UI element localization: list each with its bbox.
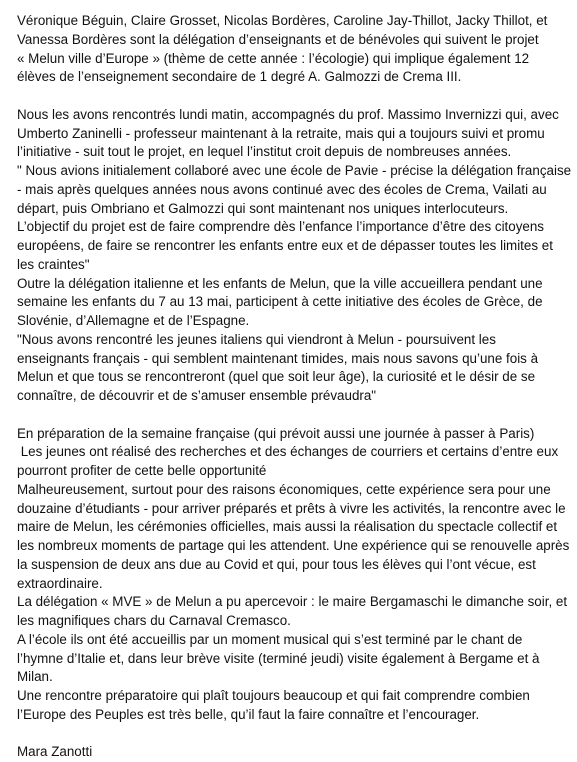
paragraph-meeting: [17, 106, 573, 406]
text-line: l’Europe des Peuples est très belle, qu’il faut la faire connaître et l’encourager.: [17, 706, 480, 722]
text-line: départ, puis Ombriano et Galmozzi qui sont maintenant nos uniques interlocuteurs.: [17, 200, 509, 216]
paragraph-preparation: [17, 425, 573, 725]
text-line: - mais après quelques années nous avons continué avec des écoles de Crema, Vailati au: [17, 181, 547, 197]
text-line: les craintes": [17, 256, 90, 272]
text-line: Malheureusement, surtout pour des raisons économiques, cette expérience sera pour une: [17, 481, 551, 497]
text-line: A l’école ils ont été accueillis par un moment musical qui s’est terminé par le chant de: [17, 631, 523, 647]
paragraph-gap: [17, 725, 573, 744]
text-line: Milan.: [17, 669, 53, 685]
text-line: Les jeunes ont réalisé des recherches et des échanges de courriers et certains d’entre eux: [17, 444, 559, 460]
text-line: douzaine d’étudiants - pour arriver préparés et prêts à vivre les activités, la rencontre avec le: [17, 500, 566, 516]
text-line: L’objectif du projet est de faire comprendre dès l’enfance l’importance d’être des citoyens: [17, 219, 544, 235]
text-line: " Nous avions initialement collaboré avec une école de Pavie - précise la délégation française: [17, 163, 572, 178]
text-line: européens, de faire se rencontrer les enfants entre eux et de dépasser toutes les limites et: [17, 238, 553, 253]
text-line: l’hymne d’Italie et, dans leur brève visite (terminé jeudi) visite également à Bergame et à: [17, 650, 540, 666]
text-line: Melun et que tous se rencontreront (quel que soit leur âge), la curiosité et le désir de se: [17, 369, 536, 385]
text-line: En préparation de la semaine française (qui prévoit aussi une journée à passer à Paris): [17, 425, 535, 441]
text-line: "Nous avons rencontré les jeunes italiens qui viendront à Melun - poursuivent les: [17, 331, 496, 347]
text-line: Véronique Béguin, Claire Grosset, Nicolas Bordères, Caroline Jay-Thillot, Jacky Thillot, et: [17, 13, 548, 28]
text-line: maire de Melun, les cérémonies officielles, mais aussi la réalisation du spectacle collectif et: [17, 519, 558, 535]
text-line: semaine les enfants du 7 au 13 mai, participent à cette initiative des écoles de Grèce, de: [17, 294, 543, 310]
text-line: connaître, de découvrir et de s’amuser ensemble prévaudra": [17, 388, 377, 403]
text-line: Outre la délégation italienne et les enfants de Melun, que la ville accueillera pendant une: [17, 275, 543, 291]
author-signature: [17, 743, 573, 762]
text-line: les magnifiques chars du Carnaval Cremasco.: [17, 613, 291, 628]
text-line: Nous les avons rencontrés lundi matin, accompagnés du prof. Massimo Invernizzi qui, avec: [17, 106, 559, 122]
text-line: La délégation « MVE » de Melun a pu apercevoir : le maire Bergamaschi le dimanche soir, et: [17, 594, 568, 610]
text-line: enseignants français - qui semblent maintenant timides, mais nous savons qu’une fois à: [17, 350, 539, 366]
text-line: Slovénie, d’Allemagne et de l’Espagne.: [17, 313, 250, 328]
paragraph-intro: [17, 12, 573, 87]
text-line: l’initiative - suit tout le projet, en lequel l’institut croit depuis de nombreuses années.: [17, 144, 512, 160]
author-name: Mara Zanotti: [17, 744, 93, 760]
text-line: Vanessa Bordères sont la délégation d’enseignants et de bénévoles qui suivent le projet: [17, 31, 539, 47]
paragraph-gap: [17, 87, 573, 106]
text-line: Une rencontre préparatoire qui plaît toujours beaucoup et qui fait comprendre combien: [17, 688, 530, 703]
text-line: Umberto Zaninelli - professeur maintenant à la retraite, mais qui a toujours suivi et promu: [17, 125, 545, 141]
text-line: les nombreux moments de partage qui les attendent. Une expérience qui se renouvelle après: [17, 538, 570, 553]
text-line: « Melun ville d’Europe » (thème de cette année : l’écologie) qui implique également 12: [17, 50, 530, 66]
text-line: la suspension de deux ans due au Covid et qui, pour tous les élèves qui l’ont vécue, est: [17, 556, 536, 572]
text-line: pourront profiter de cette belle opportunité: [17, 463, 267, 478]
text-line: extraordinaire.: [17, 575, 103, 591]
text-line: élèves de l’enseignement secondaire de 1 degré A. Galmozzi de Crema III.: [17, 69, 462, 85]
paragraph-gap: [17, 406, 573, 425]
